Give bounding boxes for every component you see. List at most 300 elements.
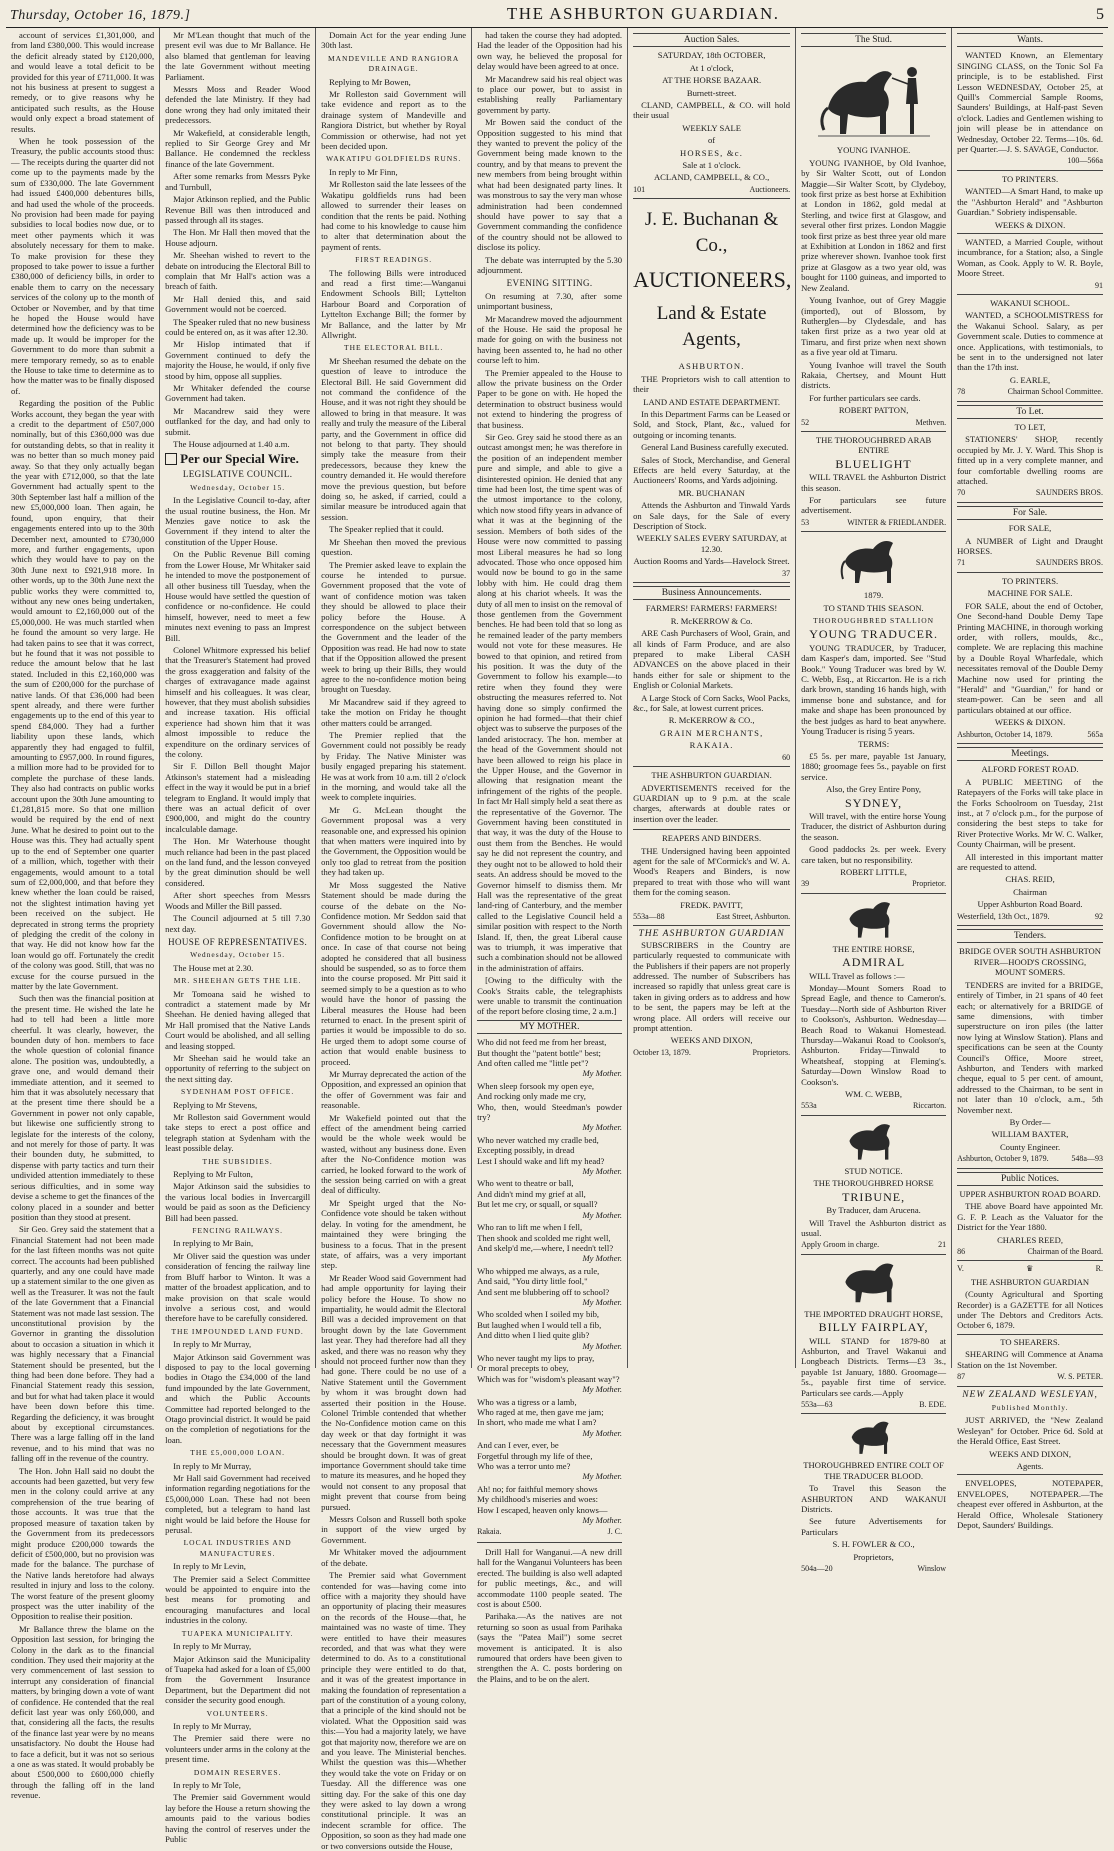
poem-line: My childhood's miseries and woes: bbox=[477, 1494, 599, 1505]
advertiser-name: WEEKS AND DIXON, bbox=[670, 1035, 753, 1046]
advert-line: TERMS: bbox=[858, 738, 890, 749]
advert-date: Westerfield, 13th Oct., 1879. bbox=[957, 911, 1050, 921]
article-paragraph: The Council adjourned at 5 till 7.30 next day. bbox=[165, 913, 311, 934]
advert-body: WANTED Known, an Elementary SINGING CLASS, on the Tonic Sol Fa principle, is to be established. First Lesson WEDNESDAY, October 25, at Quill's Commercial Sample Rooms, Saunders' Buildings, at Half-past Seven o'clock. Ladies and Gentlemen wishing to join will please be in attendance on Wednesday, October 22. Terms—10s. 6d. per Quarter.—J. S. SAVAGE, Conductor. bbox=[957, 50, 1103, 155]
horse-illustration bbox=[844, 1119, 904, 1163]
poem-refrain: My Mother. bbox=[582, 1209, 623, 1220]
poem-stanza bbox=[477, 1397, 622, 1439]
article-paragraph: The Premier said there were no volunteers under arms in the colony at the present time. bbox=[165, 1733, 311, 1765]
advert-body: ARE Cash Purchasers of Wool, Grain, and all kinds of Farm Produce, and are also prepared to make Liberal CASH ADVANCES on the above placed in their hands either for sale or shipment to the English or Colonial Markets. bbox=[633, 628, 791, 691]
article-paragraph: Mr Wakefield, at considerable length, replied to Sir George Grey and Mr Ballance. He condemned the reckless finance of the late Government. bbox=[165, 127, 311, 169]
advert-number: 78 bbox=[957, 387, 966, 397]
subheading: THE SUBSIDIES. bbox=[202, 1156, 273, 1166]
poem-line: Who raged at me, then gave me jam; bbox=[477, 1407, 604, 1417]
advert-footer bbox=[633, 753, 790, 763]
advert-line: WEEKLY SALES EVERY SATURDAY, at 12.30. bbox=[636, 533, 787, 554]
advert-headline: FARMERS! FARMERS! FARMERS! bbox=[645, 603, 778, 614]
poem-refrain: My Mother. bbox=[582, 1384, 623, 1395]
advert-body: WILL TRAVEL the Ashburton District this season. bbox=[801, 472, 947, 493]
divider bbox=[477, 1542, 622, 1543]
poem-line: Who whipped me always, as a rule, bbox=[477, 1265, 600, 1276]
advertiser-name: SAUNDERS BROS. bbox=[1035, 558, 1103, 568]
poem-stanza bbox=[477, 1266, 622, 1308]
advert-body: For further particulars see cards. bbox=[809, 392, 921, 403]
advert-headline: THOROUGHBRED ENTIRE COLT OF THE TRADUCER BLOOD. bbox=[803, 1460, 944, 1481]
advert-mckerrow bbox=[633, 603, 790, 767]
advert-line: THE IMPORTED DRAUGHT HORSE, bbox=[804, 1308, 943, 1319]
wire-heading-text: Per our Special Wire. bbox=[180, 451, 299, 467]
advertiser-place: Methven. bbox=[915, 417, 947, 427]
subheading: FENCING RAILWAYS. bbox=[192, 1226, 284, 1236]
advert-line: MR. BUCHANAN bbox=[678, 487, 745, 498]
advertiser-name: R. McKERROW & CO., bbox=[668, 715, 755, 726]
advert-body: THE above Board have appointed Mr. G. F. P. Leach as the Valuator for the District for the Year 1880. bbox=[957, 1201, 1103, 1233]
poem-stanza bbox=[477, 1309, 622, 1351]
section-header-tenders: Tenders. bbox=[957, 929, 1103, 943]
advertiser-place: East Street, Ashburton. bbox=[716, 911, 791, 921]
article-paragraph: Mr G. McLean thought the Government proposal was a very reasonable one, and expressed his opinion that when matters were inquired into by the Government, the Opposition would be only too glad to retreat from the position they had taken up. bbox=[321, 804, 467, 878]
sale-time: At 1 o'clock, bbox=[689, 62, 734, 73]
advert-footer bbox=[957, 1247, 1103, 1261]
advert-footer bbox=[633, 912, 790, 922]
advert-body: Young Ivanhoe, out of Grey Maggie (imported), out of Blossom, by Rutherglen—by Clydesdale, and has taken first prize as a two year old at Timaru, and first prize when next shown as a five year old at Timaru. bbox=[801, 295, 947, 358]
masthead bbox=[6, 4, 1108, 28]
sale-date: SATURDAY, 18th OCTOBER, bbox=[657, 50, 766, 61]
advert-line: Apply Groom in charge. bbox=[801, 1240, 880, 1250]
advertiser-role: Proprietors. bbox=[752, 1047, 791, 1057]
advert-footer bbox=[801, 1101, 946, 1115]
advertiser-role: Chairman of the Board. bbox=[1027, 1247, 1103, 1257]
poem-line: When sleep forsook my open eye, bbox=[477, 1080, 595, 1091]
article-paragraph: The House adjourned at 1.40 a.m. bbox=[173, 439, 290, 450]
horse-with-groom-illustration bbox=[814, 50, 934, 142]
advert-footer bbox=[801, 518, 946, 532]
advert-buchanan bbox=[633, 207, 790, 583]
poem-line: And can I ever, ever, be bbox=[477, 1440, 559, 1451]
advert-headline: FOR SALE, bbox=[1008, 523, 1052, 534]
advert-body: TENDERS are invited for a BRIDGE, entirely of Timber, in 21 spans of 40 feet each; or alternatively for a BRIDGE of same dimensions, with timber superstructure on iron piles (the latter now lying at Winslow Station). Plans and specifications can be seen at the County Council's Office, Moore street, Ashburton, and Tenders with marked cheque, equal to 5 per cent. of amount, addressed to the Chairman, to be sent in not later than 10 o'clock, a.m., 5th November next. bbox=[957, 979, 1103, 1115]
crown-icon: ♛ bbox=[1026, 1264, 1034, 1274]
advert-subscribers bbox=[633, 929, 790, 1058]
stallion-name: BILLY FAIRPLAY, bbox=[818, 1320, 929, 1335]
advert-body: YOUNG IVANHOE, by Old Ivanhoe, by Sir Walter Scott, out of London Maggie—Sir Walter Scott, by Clydeboy, took first prize as best horse at Exhibition at London in 1862, gold medal at Sterling, and twice first at Glasgow, and several other first prizes. London Maggie took first prize as best three year old mare at Exhibition at London in 1862 and first prize wherever shown. Ivanhoe took first prize at Glasgow as a two year old, was bought for 1100 guineas, and imported to New Zealand. bbox=[801, 157, 947, 293]
poem-line: And didn't mind my grief at all, bbox=[477, 1188, 586, 1199]
advert-body: Sales of Stock, Merchandise, and General Effects are held every Saturday, at the Auctioneers' Rooms, and Yards adjoining. bbox=[633, 454, 791, 486]
article-paragraph: Mr Ballance threw the blame on the Opposition last session, for bringing the Colony in the dark as to the financial condition. They used their majority at the very commencement of last session to interrupt any consideration of financial matters, by bringing down a vote of want of confidence. He contended that the real deficit last year was only £60,000, and that, considering all the facts, the results of the finance last year were by no means unsatisfactory. No doubt the House had to face a deficit, but it was not so serious a one as was stated. It would probably be about £500,000 to £600,000 chiefly through the falling off in the land revenue. bbox=[11, 1623, 155, 1801]
poem-line: Who ran to lift me when I fell, bbox=[477, 1222, 583, 1233]
advert-footer bbox=[801, 418, 946, 432]
advert-body: SUBSCRIBERS in the Country are particularly requested to communicate with the Publishers if their papers are not properly addressed. The number of Subscribers has increased so rapidly that unless great care is taken in giving orders as to address and how to be sent, the papers may be left at the wrong place. All orders will receive our prompt attention. bbox=[633, 939, 791, 1034]
advert-body: CLAND, CAMPBELL, & CO. will hold their usual bbox=[633, 100, 791, 121]
article-paragraph: After short speeches from Messrs Woods and Miller the Bill passed. bbox=[165, 890, 311, 911]
article-paragraph: Major Atkinson said Government was disposed to pay to the local governing bodies in Otago the £34,000 of the land fund impounded by the late Government, and which the Public Accounts Committee had reported belonged to the Otago provincial district. It would be paid on the completion of negotiations for the loan. bbox=[165, 1351, 311, 1445]
advertiser-role: County Engineer. bbox=[999, 1141, 1061, 1152]
advert-number: 101 bbox=[633, 184, 646, 194]
article-paragraph: The following Bills were introduced and read a first time:—Wanganui Endowment Schools Bill; Lyttelton Harbour Board and Corporation of Lyttelton Exchange Bill; the former by Mr Ballance, and the latter by Mr Allwright. bbox=[321, 267, 467, 340]
article-paragraph: The Speaker replied that it could. bbox=[329, 524, 444, 535]
advert-line: RAKAIA. bbox=[689, 740, 734, 751]
advert-headline: MACHINE FOR SALE. bbox=[987, 588, 1073, 599]
stallion-name: TRIBUNE, bbox=[842, 1189, 906, 1204]
advert-body: For particulars see future advertisement. bbox=[801, 495, 947, 516]
column-7-classifieds bbox=[952, 28, 1108, 1530]
article-paragraph: Colonel Whitmore expressed his belief that the Treasurer's Statement had proved the gross exaggeration and falsity of the charges of extravagance made against himself and his colleagues. It was clear, however, that they must abolish subsidies and increase taxation. His official experience had shown him that it was almost impossible to reduce the expenditure on the ordinary services of the colony. bbox=[165, 644, 311, 759]
subheading: THE £5,000,000 LOAN. bbox=[190, 1448, 286, 1458]
poem-line: And often called me "little pet"? bbox=[477, 1058, 589, 1068]
advert-number: 21 bbox=[938, 1240, 947, 1250]
section-header-auction-sales: Auction Sales. bbox=[633, 33, 790, 47]
advert-footer bbox=[801, 879, 946, 893]
article-paragraph: Mr Sheehan said he would take an opportunity of referring to the subject on the next sitting day. bbox=[165, 1052, 311, 1084]
advert-body: Will Travel the Ashburton district as usual. bbox=[801, 1217, 947, 1238]
advert-footer bbox=[957, 488, 1103, 502]
advertiser-name: WM. C. WEBB, bbox=[845, 1089, 903, 1100]
advert-body: A NUMBER of Light and Draught HORSES. bbox=[957, 535, 1103, 557]
article-paragraph: In reply to Mr Finn, bbox=[329, 166, 398, 177]
article-paragraph: The Hon. John Hall said no doubt the accounts had been gazetted, but very few men in the colony could arrive at any comprehension of the true bearing of those accounts. It was true that the proposed measure of taxation taken by the Government from its predecessors might produce £200,000 towards the deficit of £500,000, but no provision was made for the balance. The purchase of the Native lands heretofore had always resulted in injury and loss to the colony. The worst feature of the present gloomy prospect was the utter inability of the Opposition to realise their position. bbox=[11, 1465, 155, 1622]
article-paragraph: Mr Murray deprecated the action of the Opposition, and expressed an opinion that the offer of Government was fair and reasonable. bbox=[321, 1069, 467, 1111]
poem-refrain: My Mother. bbox=[582, 1296, 623, 1307]
article-paragraph: The Hon. Mr Hall then moved that the House adjourn. bbox=[165, 227, 311, 248]
article-paragraph: Mr Moss suggested the Native Statement should be made during the course of the debate on the No-Confidence motion. Mr Seddon said that Government should allow the No-Confidence motion to be brought on at once. In case of that course not being adopted he considered that all business should be suspended, so as to force them into the course proposed. Mr Pitt said it seemed simply to be a question as to who would have the honor of passing the Liberal measures the House had been returned to enact. In the present spirit of parties it would be impossible to do so. He urged them to adopt some course of action that would enable business to proceed. bbox=[321, 879, 467, 1067]
advert-line: WEEKLY SALE bbox=[682, 122, 741, 133]
advert-year: 1879. bbox=[863, 590, 884, 601]
section-heading: LEGISLATIVE COUNCIL. bbox=[182, 469, 293, 480]
subheading: THE ELECTORAL BILL. bbox=[344, 343, 444, 353]
advertiser-name: FREDK. PAVITT, bbox=[680, 899, 743, 910]
stallion-name: YOUNG IVANHOE. bbox=[836, 145, 911, 156]
advert-headline: ALFORD FOREST ROAD. bbox=[981, 764, 1079, 775]
advert-number: 87 bbox=[957, 1372, 966, 1382]
advertiser-board: Upper Ashburton Road Board. bbox=[977, 899, 1083, 910]
article-paragraph: Mr M'Lean thought that much of the present evil was due to Mr Ballance. He also blamed that gentleman for leaving the late Government without meeting Parliament. bbox=[165, 30, 311, 82]
poem-line: Who never watched my cradle bed, bbox=[477, 1134, 599, 1145]
article-paragraph: Regarding the position of the Public Works account, they began the year with a credit to the department of £507,000 nominally, but of this £360,000 was due for outstanding debts, so that in reality it was no better than so much money paid away. So that they only actually began the year with £712,000, so that the late Government had actually spent to the 30th September last half a million of the new £5,000,000 loan. Then again, he found, upon enquiry, that their engagements entered into up to the 30th December next, amounted to £730,000 more, and further engagements, upon which they would have to pay on the 30th June next to £921,918 more. In other words, up to the 30th June next the public works they were committed to, without any new ones being undertaken, would amount to £2,160,000 out of the £5,000,000. He was much startled when he found the amount so very large. He had taken pains to see that it was correct, but he found that it was not possible to reduce the amount below that he last stated. Included in this £2,160,000 was the sum of £200,000 for the purchase of native lands. Of that £36,000 had been spent already, and there were further engagements up to the end of this year to spend £84,000. They had a further liability upon these lands, which apparently they had engaged to fulfil, amounting to £957,000. In round figures, a million more had to be provided for to complete the purchase of these lands. They also had contracts on public works account upon the 30th June amounting to £1,281,815 more. So that one million would be required by the end of next June. What he desired to point out to the House was this. They had actually spent up to the end of September one quarter of a million, which, together with their engagements, would amount to a total sum of £2,000,000, and that before they knew whether the loan could be raised, not the slightest intimation having yet been received on the subject. He deprecated in strong terms the propriety of pledging the credit of the colony in that way. He did not know how far the loan would go off. Fortunately the credit of the colony was good. Still, that was no excuse for the course pursued in the matter by the late Government. bbox=[11, 398, 155, 991]
subheading: TUAPEKA MUNICIPALITY. bbox=[181, 1628, 294, 1638]
article-paragraph: The Premier asked leave to explain the course he intended to pursue. Government proposed that the vote of want of confidence motion was taken they should be allowed to place their policy before the House. A correspondence on the subject between the Government and the leader of the Opposition was read. He had now to state that if the Opposition allowed the present week to bring up their Bills, they would agree to the no-confidence motion being brought on Tuesday. bbox=[321, 559, 467, 695]
article-paragraph: Mr Macandrew moved the adjournment of the House. He said the proposal he made for going on with the business not having been assented to, he had no other course left to him. bbox=[477, 313, 623, 366]
article-paragraph: In reply to Mr Levin, bbox=[173, 1561, 246, 1572]
horse-illustration bbox=[844, 897, 904, 941]
sitting-date: Wednesday, October 15. bbox=[190, 950, 286, 960]
article-paragraph: Mr Tomoana said he wished to contradict a statement made by Mr Sheehan. He denied having alleged that Mr Hall promised that the Native Lands Court would be abolished, and all selling and leasing stopped. bbox=[165, 988, 311, 1051]
advert-headline: NEW ZEALAND WESLEYAN, bbox=[962, 1389, 1098, 1400]
advertiser-name: ACLAND, CAMPBELL, & CO., bbox=[653, 172, 770, 183]
advert-body: ADVERTISEMENTS received for the GUARDIAN up to 9 p.m. at the scale charges, afterwards at double rates or insertion over the leader. bbox=[633, 782, 791, 824]
article-paragraph: Mr Bowen said the conduct of the Opposition suggested to his mind that they wanted to prevent the policy of the Government being made known to the country, and by that means to prevent the new members from being brought within what had been designated party lines. It was monstrous to say the very man whose administration had been condemned should have power to say that a Government commanding the confidence of the country should not be allowed to disclose its policy. bbox=[477, 117, 623, 253]
poem-stanza bbox=[477, 1037, 622, 1079]
article-paragraph: Mr Whitaker moved the adjournment of the debate. bbox=[321, 1547, 467, 1568]
article-paragraph: Mr Macandrew said they were outflanked for the day, and had only to submit. bbox=[165, 405, 311, 437]
advert-body: To Travel this Season the ASHBURTON AND WAKANUI Districts. bbox=[801, 1483, 947, 1514]
advert-line: Also, the Grey Entire Pony, bbox=[826, 784, 922, 795]
advert-footer bbox=[957, 281, 1103, 295]
article-paragraph: In reply to Mr Murray, bbox=[173, 1641, 252, 1652]
article-paragraph: When he took possession of the Treasury, the public accounts stood thus:— The receipts during the quarter did not come up to the payments made by the sum of £330,000. The late Government had issued £400,000 debentures bills, and had used the whole of the proceeds. No provision had been made for paying subsidies to local bodies now due, or to meet other payments which it was absolutely necessary for them to make. To make provision for these they proposed to take power to issue a further £380,000 of deficiency bills, in order to enable them to carry on the necessary services of the colony up to the month of October or November, and by that time he hoped the House would have determined how the deficiency was to be made up. It would be improper for the Government to do more than submit a mere temporary remedy, so as to enable the House to take time to determine as to how the matter was to be finally disposed of. bbox=[11, 136, 155, 396]
poem-refrain: My Mother. bbox=[582, 1253, 623, 1264]
advertiser-name: CHARLES REED, bbox=[997, 1234, 1063, 1245]
advert-body: (County Agricultural and Sporting Recorder) is a GAZETTE for all Notices under The Debtors and Creditors Acts. October 6, 1879. bbox=[957, 1289, 1103, 1335]
article-paragraph: Mr Oliver said the question was under consideration of fencing the railway line from Bluff harbor to Winton. It was a matter of the broadest application, and to make provision on that scale would involve a serious cost, and would therefore have to be carefully considered. bbox=[165, 1250, 311, 1324]
advertiser-place: Winslow bbox=[917, 1564, 947, 1574]
poem-signature bbox=[477, 1527, 622, 1537]
poem-line: But let me cry, or squall, or squall? bbox=[477, 1199, 598, 1210]
issue-date: Thursday, October 16, 1879.] bbox=[10, 8, 191, 23]
article-paragraph: Mr Sheehan then moved the previous question. bbox=[321, 536, 467, 558]
poem-title: MY MOTHER. bbox=[477, 1020, 622, 1034]
telegraph-icon bbox=[165, 453, 177, 465]
advert-footer bbox=[801, 1240, 946, 1254]
sale-street: Burnett-street. bbox=[686, 87, 737, 98]
advert-line: By Traducer, dam Arucena. bbox=[826, 1205, 921, 1216]
advert-line: LAND AND ESTATE DEPARTMENT. bbox=[643, 396, 780, 407]
article-paragraph: Major Atkinson replied, and the Public Revenue Bill was then introduced and passed through all its stages. bbox=[165, 194, 311, 225]
article-paragraph: The Speaker ruled that no new business could be entered on, as it was after 12.30. bbox=[165, 316, 311, 337]
article-paragraph: Mr Speight urged that the No-Confidence vote should be taken without delay. In voting for the amendment, he maintained they were bringing the business to a focus. That in the present state, of affairs, was a very important step. bbox=[321, 1197, 467, 1271]
advert-headline: TO LET, bbox=[1014, 422, 1046, 432]
poem-line: In short, who made me what I am? bbox=[477, 1417, 597, 1428]
advert-footer bbox=[633, 1048, 790, 1058]
column-5-auctions bbox=[628, 28, 796, 1368]
article-paragraph: had taken the course they had adopted. Had the leader of the Opposition had his own way, he believed the proposal for delay would have been agreed to at once. bbox=[477, 30, 623, 72]
poem-line: Ah! no; for faithful memory shows bbox=[477, 1483, 598, 1494]
article-paragraph: The House met at 2.30. bbox=[173, 962, 254, 973]
advert-date: October 13, 1879. bbox=[633, 1047, 691, 1057]
article-paragraph: Sir F. Dillon Bell thought Major Atkinson's statement had a misleading effect in the way it would be put in a brief telegram to England. It would imply that there was an actual deficit of over £900,000, and might do the country incalculable damage. bbox=[165, 761, 311, 834]
stallion-name: YOUNG TRADUCER. bbox=[809, 627, 938, 642]
advertiser-name: R. McKERROW & Co. bbox=[670, 615, 753, 626]
advert-body: Attends the Ashburton and Tinwald Yards on Sale days, for the Sale of every Description of Stock. bbox=[633, 500, 791, 531]
advert-line: of bbox=[708, 135, 716, 146]
poem-line: Who, then, would Steedman's powder try? bbox=[477, 1101, 623, 1123]
poem-refrain: My Mother. bbox=[582, 1122, 623, 1133]
advertiser-role: Chairman School Committee. bbox=[1007, 387, 1103, 397]
column-6-stud bbox=[796, 28, 952, 1574]
advert-reapers bbox=[633, 833, 790, 926]
advert-footer bbox=[633, 569, 790, 579]
poem-refrain: My Mother. bbox=[582, 1515, 623, 1526]
advert-number: 37 bbox=[782, 568, 791, 578]
advert-headline: TO SHEARERS. bbox=[1000, 1336, 1060, 1347]
article-paragraph: Messrs Colson and Russell both spoke in support of the view urged by Government. bbox=[321, 1514, 467, 1545]
advert-body: THE Proprietors wish to call attention to their bbox=[633, 373, 791, 395]
article-paragraph: Mr Hislop intimated that if Government continued to defy the majority the House, he would, if only five stood by him, oppose all supplies. bbox=[165, 339, 311, 381]
article-paragraph: Replying to Mr Fulton, bbox=[173, 1169, 253, 1180]
sale-place: AT THE HORSE BAZAAR. bbox=[662, 75, 762, 86]
advert-headline: REAPERS AND BINDERS. bbox=[662, 833, 762, 844]
poem bbox=[477, 1037, 622, 1538]
advert-line: By Order— bbox=[1009, 1116, 1051, 1127]
advert-number: 60 bbox=[782, 752, 791, 762]
sitting-date: Wednesday, October 15. bbox=[190, 482, 286, 492]
advert-footer bbox=[957, 1154, 1103, 1168]
advert-line: Published Monthly. bbox=[991, 1402, 1069, 1412]
advert-footer bbox=[801, 1400, 946, 1414]
newspaper-title: THE ASHBURTON GUARDIAN. bbox=[506, 4, 780, 23]
advert-number: 100—566a bbox=[1067, 156, 1103, 166]
advert-body: A PUBLIC MEETING of the Ratepayers of the Forks will take place in the Forks Schoolroom on Tuesday, 21st inst., at 7 o'clock p.m., for the purpose of considering the best steps to take for River Protective Works. Mr W. C. Walker, County Chairman, will be present. bbox=[957, 776, 1103, 850]
advert-line: THE THOROUGHBRED ARAB ENTIRE bbox=[815, 434, 932, 456]
advert-footer bbox=[957, 558, 1103, 572]
advertiser-name: CHAS. REID, bbox=[1005, 874, 1055, 885]
poem-line: Who never taught my lips to pray, bbox=[477, 1352, 595, 1363]
advert-body: A Large Stock of Corn Sacks, Wool Packs, &c., for Sale, at lowest current prices. bbox=[633, 692, 791, 714]
poem-line: Who scolded when I soiled my bib, bbox=[477, 1309, 600, 1320]
advert-body: FOR SALE, about the end of October, One Second-hand Double Demy Tape Printing MACHINE, in thorough working order, with rollers, moulds, &c., complete. We are replacing this machine by a Double Royal Wharfedale, which necessitates removal of the Double Demy Machine now used for printing the "Herald" and "Guardian," for hand or steam-power. Can be seen and all particulars obtained at our office. bbox=[957, 600, 1103, 715]
poem-line: Which was for "wisdom's pleasant way"? bbox=[477, 1373, 620, 1384]
poem-refrain: My Mother. bbox=[582, 1340, 623, 1351]
poem-line: And sent me blubbering off to school? bbox=[477, 1286, 610, 1297]
advert-headline: TO PRINTERS. bbox=[1001, 173, 1059, 184]
royal-cipher bbox=[957, 1264, 1103, 1274]
poem-line: Who did not feed me from her breast, bbox=[477, 1037, 607, 1048]
page-number: 5 bbox=[1095, 6, 1104, 23]
article-paragraph: Major Atkinson said the subsidies to the various local bodies in Invercargill would be paid as soon as the Deficiency Bill had been passed. bbox=[165, 1181, 311, 1223]
poem-line: Lest I should wake and lift my head? bbox=[477, 1155, 605, 1166]
subheading: MANDEVILLE AND RANGIORA DRAINAGE. bbox=[327, 53, 460, 74]
advert-number: 86 bbox=[957, 1247, 966, 1257]
advert-body: See future Advertisements for Particulars bbox=[801, 1516, 947, 1537]
advert-footer bbox=[801, 1564, 946, 1574]
article-paragraph: Mr. Sheehan wished to revert to the debate on introducing the Electoral Bill to complain that Mr Hall's action was a breach of faith. bbox=[165, 250, 311, 292]
poem-line: Excepting possibly, in dread bbox=[477, 1145, 575, 1156]
advertiser-name: B. EDE. bbox=[919, 1399, 947, 1409]
advert-body: In this Department Farms can be Leased or Sold, and Stock, Plant, &c., valued for outgoing or incoming tenants. bbox=[633, 408, 791, 440]
poem-line: And skelp'd me,—where, I needn't tell? bbox=[477, 1242, 614, 1253]
advert-guardian-rates bbox=[633, 770, 790, 830]
advert-body: YOUNG TRADUCER, by Traducer, dam Kasper's dam, imported. See "Stud Book." Young Traducer was bred by W. C. Webb, Esq., at Riccarton. He is a rich dark brown, standing 16 hands high, with immense bone and substance, and for make and shape has been pronounced by the best judges as hard to beat anywhere. Young Traducer is rising 5 years. bbox=[801, 642, 947, 737]
column-4-parliament-poem bbox=[472, 28, 628, 1684]
advert-body: All interested in this important matter are requested to attend. bbox=[957, 851, 1103, 873]
poem-refrain: My Mother. bbox=[582, 1471, 623, 1482]
poem-stanza bbox=[477, 1440, 622, 1482]
poem-line: How I escaped, heaven only knows— bbox=[477, 1504, 608, 1515]
advert-headline: BRIDGE OVER SOUTH ASHBURTON RIVER—HOOD'S CROSSING, MOUNT SOMERS. bbox=[959, 946, 1101, 978]
advert-date: Ashburton, October 14, 1879. bbox=[957, 729, 1053, 739]
colt-illustration bbox=[844, 1417, 904, 1457]
article-paragraph: The Premier said what Government contended for was—having come into office with a majority they should have an opportunity of placing their measures on the records of the House—that, he maintained was no waste of time. They were entitled to have their measures recorded, and that was what they were determined to do. As to a constitutional principle they were entitled to do that, and it was of the greatest importance in making the foundation of representation a part of the constitution of a young colony, that a principle of the kind should not be violated. What the Opposition said was this:—You had a majority lately, we have got that majority now, therefore we are on and you leave. The Ministerial benches. Whilst the question was this—Whether they would take the vote on Friday or on Tuesday. All the difference was one sitting day. For the sake of this one day they were asked to lay down a wrong constitutional principle. It was an indecent scramble for office. The Opposition, so soon as they had made one or two conversions outside the House, bbox=[321, 1570, 467, 1851]
advert-body: General Land Business carefully executed. bbox=[641, 442, 789, 453]
special-wire-heading bbox=[165, 453, 310, 465]
poem-stanza bbox=[477, 1178, 622, 1220]
advertiser-name: SAUNDERS BROS. bbox=[1035, 488, 1103, 498]
section-heading: EVENING SITTING. bbox=[506, 278, 593, 289]
article-paragraph: Replying to Mr Stevens, bbox=[173, 1099, 258, 1110]
royal-cipher-r: R. bbox=[1095, 1264, 1103, 1274]
poem-line: And said, "You dirty little fool," bbox=[477, 1276, 588, 1287]
advert-body: THE Undersigned having been appointed agent for the sale of M'Cormick's and W. A. Wood's Reapers and Binders, is now prepared to treat with those who will want them for the coming season. bbox=[633, 845, 791, 898]
advert-number: 39 bbox=[801, 879, 810, 889]
section-header-business: Business Announcements. bbox=[633, 586, 790, 600]
advert-headline: TO PRINTERS. bbox=[1001, 575, 1059, 586]
article-paragraph: The Premier appealed to the House to allow the private business on the Order Paper to be gone on with. He hoped the determination to obstruct business would not extend to hindering the progress of that business. bbox=[477, 367, 623, 430]
article-paragraph: The debate was interrupted by the 5.30 adjournment. bbox=[477, 254, 623, 275]
poem-stanzas bbox=[477, 1037, 622, 1525]
subheading: THE IMPOUNDED LAND FUND. bbox=[171, 1326, 304, 1336]
advert-number: 553a—88 bbox=[633, 911, 665, 921]
advert-line: THE ENTIRE HORSE, bbox=[832, 943, 915, 954]
column-1-finance bbox=[6, 28, 160, 1801]
poem-line: Or moral precepts to obey, bbox=[477, 1363, 569, 1374]
advertiser-name: W. S. PETER. bbox=[1057, 1372, 1103, 1382]
advert-line: Sale at 1 o'clock. bbox=[682, 160, 741, 171]
firm-place: ASHBURTON. bbox=[678, 361, 745, 372]
advert-line: THOROUGHBRED STALLION bbox=[813, 616, 935, 626]
article-paragraph: In reply to Mr Murray, bbox=[173, 1339, 252, 1350]
firm-name: J. E. Buchanan & Co., bbox=[644, 209, 779, 257]
poem-line: But laughed when I would tell a fib, bbox=[477, 1319, 602, 1330]
horse-illustration bbox=[839, 535, 909, 587]
article-paragraph: In the Legislative Council to-day, after the usual routine business, the Hon. Mr Menzies gave notice to ask the Government if they intend to alter the constitution of the Upper House. bbox=[165, 495, 311, 547]
advert-line: STUD NOTICE. bbox=[844, 1165, 903, 1176]
article-paragraph: Replying to Mr Bowen, bbox=[329, 76, 411, 87]
advertiser-role: Proprietors, bbox=[853, 1551, 894, 1562]
advert-number: 553a bbox=[801, 1101, 817, 1111]
advert-headline: THE ASHBURTON GUARDIAN bbox=[638, 929, 785, 940]
article-paragraph: [Owing to the difficulty with the Cook's Straits cable, the telegraphists were unable to transmit the continuation of the report before closing time, 2 a.m.] bbox=[477, 975, 623, 1017]
poem-stanza bbox=[477, 1081, 622, 1133]
advertiser-role: Auctioneers. bbox=[749, 184, 791, 194]
advert-body: Will travel, with the entire horse Young Traducer, the district of Ashburton during the season. bbox=[801, 810, 947, 842]
stallion-name: ADMIRAL bbox=[842, 955, 906, 970]
article-paragraph: account of services £1,301,000, and from land £380,000. This would increase the deficit already stated by £120,000, and would leave a total deficit to be provided for this year of £711,000. It was not his business at present to suggest a remedy, or to give reasons why he anticipated such results, as the House would only expect a broad statement of results. bbox=[11, 30, 155, 134]
advert-number: 92 bbox=[1094, 911, 1103, 921]
pony-name: SYDNEY, bbox=[845, 795, 903, 810]
advert-body: WILL Travel as follows :— bbox=[809, 970, 905, 981]
advertiser-name: WILLIAM BAXTER, bbox=[991, 1129, 1069, 1140]
subheading: VOLUNTEERS. bbox=[206, 1708, 269, 1718]
advert-body: JUST ARRIVED, the "New Zealand Wesleyan" for October. Price 6d. Sold at the Herald Office, East Street. bbox=[957, 1415, 1103, 1447]
advert-body: WANTED—A Smart Hand, to make up the "Ashburton Herald" and "Ashburton Guardian." Sobriety indispensable. bbox=[957, 186, 1103, 218]
advert-headline: UPPER ASHBURTON ROAD BOARD. bbox=[959, 1189, 1101, 1199]
advertiser-place: Riccarton. bbox=[912, 1101, 947, 1111]
news-item: Drill Hall for Wanganui.—A new drill hall for the Wanganui Volunteers has been erected. The building is also well adapted for public meetings, &c., and will accommodate 1100 people seated. The cost is about £500. bbox=[477, 1546, 623, 1609]
advert-headline: WAKANUI SCHOOL. bbox=[990, 297, 1070, 308]
article-paragraph: In reply to Mr Murray, bbox=[173, 1720, 252, 1731]
advertiser-name: ROBERT PATTON, bbox=[838, 405, 909, 416]
advertiser-name: G. EARLE, bbox=[1009, 374, 1051, 385]
article-paragraph: Mr Whitaker defended the course Government had taken. bbox=[165, 383, 311, 404]
advert-footer bbox=[957, 730, 1103, 744]
advert-footer bbox=[633, 185, 790, 195]
advert-footer bbox=[957, 387, 1103, 401]
advert-date: Ashburton, October 9, 1879. bbox=[957, 1154, 1049, 1164]
article-paragraph: In reply to Mr Tole, bbox=[173, 1779, 241, 1790]
poem-refrain: My Mother. bbox=[582, 1166, 623, 1177]
poem-stanza bbox=[477, 1353, 622, 1395]
advert-number: 565a bbox=[1087, 729, 1103, 739]
poem-line: Forgetful through my life of thee, bbox=[477, 1450, 593, 1461]
article-paragraph: Sir Geo. Grey said the statement that a Financial Statement had not been made for the last fifteen months was not quite correct. The accounts had been published quarterly, and any one could have made up a statement similar to the one given as well as the Treasurer. It was not the fault of the late Government that a Financial Statement was not made last session. The unconstitutional provision by the Governor in granting the dissolution about to occasion a situation in which it was highly necessary that a Financial Statement should be presented, but the thing had been done before. They had a Financial Statement ready this session, and but for what had taken place it would have been down before this time. Regarding the deficiency, it was brought about by exceptional circumstances. There was a large falling off in the land revenue, and to his mind that was no falling off in the revenue of the country. bbox=[11, 1224, 155, 1464]
advert-body: WANTED, a Married Couple, without incumbrance, for a Station; also, a Single Woman, as Cook. Apply to W. R. Boyle, Moore Street. bbox=[957, 236, 1103, 279]
advert-body: WANTED, a SCHOOLMISTRESS for the Wakanui School. Salary, as per Government scale. Duties to commence at once. Applications, with testimonials, to be sent in to the undersigned not later than the 17th inst. bbox=[957, 310, 1103, 373]
advert-number: 553a—63 bbox=[801, 1399, 833, 1409]
article-paragraph: Major Atkinson said the Municipality of Tuapeka had asked for a loan of £5,000 from the Government Insurance Department, but the Department did not consider the security good enough. bbox=[165, 1653, 311, 1706]
article-paragraph: Sir Geo. Grey said he stood there as an outcast amongst men; he was therefore in the position of an independent member pure and simple, and able to give a disinterested opinion. He denied that any time had been lost, the time spent was of the utmost importance to the colony, which now stood fifty years in advance of what it was at the beginning of the session. Members of both sides of the House were now committed to passing most Liberal measures he had so long advocated. Those who once opposed him would now be bound to go in the same lobby with him. He could drag them along at his chariot wheels. It was the duty of all men to insist on the removal of those gentlemen from the Government benches. He had been told that so long as he remained leader of the party members would not vote for these measures. He bowed to that opinion, and retired from his position. It was the duty of the Government to follow his example—to retire when they found they were obstructing the measures referred to. Not having done so simply confirmed the opinion he had formed—that their chief object was to subserve the purposes of the landed aristocracy. The hon. member at the head of the Government should not have been allowed to reign his place in the Upper House, and the Governor in allowing that resignation meant the infringement of the rights of the people. In fact Mr Hall simply held a seat there as the representative of the Governor. The Government having been constituted in that way, it was the duty of the House to oust them from the Benches. He would say he did not represent the country, and they ought not to be allowed to hold their seats. An address should be moved to the Governor himself to dismiss them. Mr Hall was the representative of the great land-ring of Canterbury, and the member called to the Legislative Council held a similar position with respect to the North Island. If, then, the great Liberal cause was to triumph, it was imperative that such a combination should not be allowed in the administration of affairs. bbox=[477, 432, 623, 973]
poem-refrain: My Mother. bbox=[582, 1068, 623, 1079]
article-paragraph: Mr Rolleston said Government will take evidence and report as to the drainage system of Mandeville and Rangiora District, but whether by Royal Commission or otherwise, had not yet been decided upon. bbox=[321, 89, 467, 152]
poem-refrain: My Mother. bbox=[582, 1427, 623, 1438]
advert-body: Young Ivanhoe will travel the South Rakaia, Chertsey, and Mount Hutt districts. bbox=[801, 359, 947, 391]
poem-stanza bbox=[477, 1222, 622, 1264]
subheading: MR. SHEEHAN GETS THE LIE. bbox=[173, 976, 302, 986]
article-paragraph: Mr Hall said Government had received information regarding negotiations for the £5,000,000 Loan. These had not been completed, but a telegram to hand last night would be laid before the House for perusal. bbox=[165, 1473, 311, 1536]
article-paragraph: Messrs Moss and Reader Wood defended the late Ministry. If they had done wrong they had only imitated their predecessors. bbox=[165, 84, 311, 126]
advert-number: 52 bbox=[801, 417, 810, 427]
subheading: WAKATIPU GOLDFIELDS RUNS. bbox=[326, 154, 462, 164]
article-paragraph: After some remarks from Messrs Pyke and Turnbull, bbox=[165, 171, 311, 192]
article-paragraph: The Premier replied that the Government could not possibly be ready by Friday. The Native Minister was busily engaged preparing his statement. He was at work from 10 a.m. till 2 o'clock in the morning, and would take all the week to complete inquiries. bbox=[321, 730, 467, 803]
